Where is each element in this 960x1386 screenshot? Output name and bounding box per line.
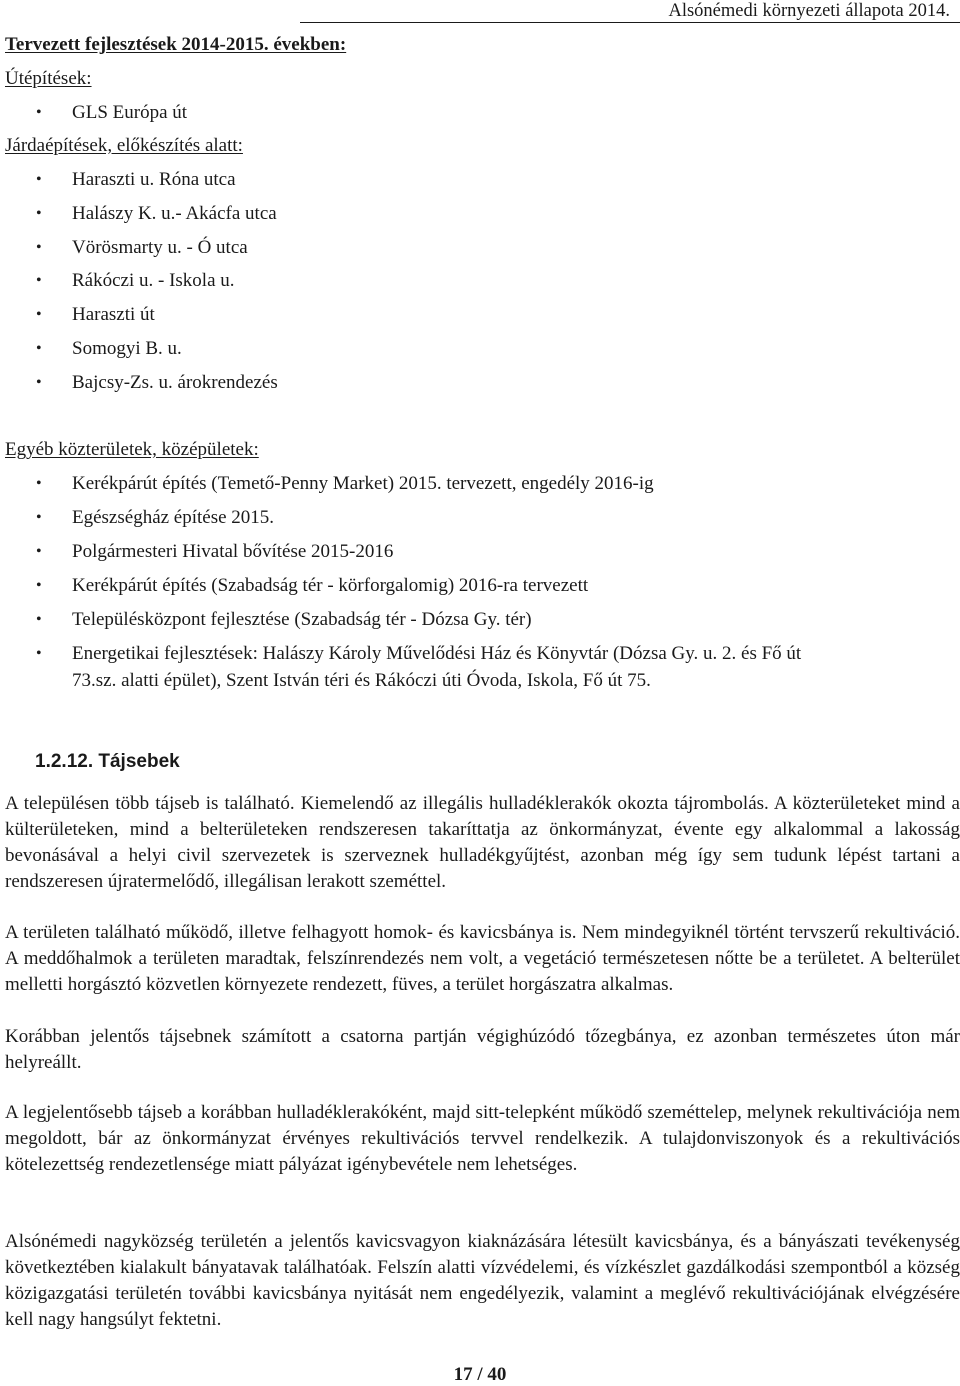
list-item: Kerékpárút építés (Szabadság tér - körforgalomig) 2016-ra tervezett (72, 575, 589, 596)
bullet-icon: • (36, 509, 42, 526)
paragraph: Korábban jelentős tájsebnek számított a csatorna partján végighúzódó tőzegbánya, ez azonban természetes úton már helyreállt. (5, 1026, 960, 1073)
list-item: Haraszti út (72, 304, 155, 325)
bullet-icon: • (36, 543, 42, 560)
list-item-continuation: 73.sz. alatti épület), Szent István téri és Rákóczi úti Óvoda, Iskola, Fő út 75. (72, 670, 651, 691)
bullet-icon: • (36, 272, 42, 289)
bullet-icon: • (36, 306, 42, 323)
list-item: Polgármesteri Hivatal bővítése 2015-2016 (72, 541, 394, 562)
list-item: Somogyi B. u. (72, 338, 182, 359)
page-number: 17 / 40 (453, 1364, 507, 1385)
list-item: Bajcsy-Zs. u. árokrendezés (72, 372, 278, 393)
list-item: Kerékpárút építés (Temető-Penny Market) 2015. tervezett, engedély 2016-ig (72, 473, 654, 494)
header-rule (300, 22, 960, 23)
roads-label: Útépítések: (5, 68, 92, 89)
bullet-icon: • (36, 374, 42, 391)
public-label: Egyéb közterületek, középületek: (5, 439, 259, 460)
planned-heading: Tervezett fejlesztések 2014-2015. években: (5, 34, 347, 55)
bullet-icon: • (36, 205, 42, 222)
bullet-icon: • (36, 645, 42, 662)
list-item: Energetikai fejlesztések: Halászy Károly Művelődési Ház és Könyvtár (Dózsa Gy. u. 2. és Fő út (72, 643, 802, 664)
paragraph: Alsónémedi nagyközség területén a jelentős kavicsvagyon kiaknázására létesült kavicsbánya, és a bányászati tevékenység következtében kialakult bányatavak találhatóak. Felszín alatti vízvédelemi, és vízkészlet gazdálkodási szempontból a község közigazgatási területén további kavicsbánya nyitását nem engedélyezik, valamint a meglévő rekultivációjának elvégzésére kell nagy hangsúlyt fektetni. (5, 1231, 960, 1330)
sidewalks-label: Járdaépítések, előkészítés alatt: (5, 135, 243, 156)
bullet-icon: • (36, 475, 42, 492)
list-item: Rákóczi u. - Iskola u. (72, 270, 235, 291)
header-title: Alsónémedi környezeti állapota 2014. (668, 1, 950, 21)
bullet-icon: • (36, 239, 42, 256)
list-item: Haraszti u. Róna utca (72, 169, 236, 190)
bullet-icon: • (36, 171, 42, 188)
bullet-icon: • (36, 577, 42, 594)
bullet-icon: • (36, 611, 42, 628)
list-item: Vörösmarty u. - Ó utca (72, 237, 248, 258)
list-item: GLS Európa út (72, 102, 188, 123)
page-header (0, 0, 960, 24)
bullet-icon: • (36, 104, 42, 121)
bullet-icon: • (36, 340, 42, 357)
list-item: Egészségház építése 2015. (72, 507, 275, 528)
paragraph: A legjelentősebb tájseb a korábban hulladéklerakóként, majd sitt-telepként működő szeméttelep, melynek rekultivációja nem megoldott, bár az önkormányzat érvényes rekultivációs tervvel rendelkezik. A tulajdonviszonyok és a rekultivációs kötelezettség rendezetlensége miatt pályázat igénybevétele nem lehetséges. (5, 1102, 960, 1175)
paragraph: A területen található működő, illetve felhagyott homok- és kavicsbánya is. Nem mindegyiknél történt tervszerű rekultiváció. A meddőhalmok a területen maradtak, felszínrendezés nem volt, a vegetáció természetesen nőtte be a területet. A belterület melletti horgásztó közvetlen környezete rendezett, füves, a terület horgászatra alkalmas. (5, 922, 960, 995)
list-item: Halászy K. u.- Akácfa utca (72, 203, 277, 224)
section-title: 1.2.12. Tájsebek (35, 751, 180, 772)
list-item: Településközpont fejlesztése (Szabadság tér - Dózsa Gy. tér) (72, 609, 532, 630)
paragraph: A településen több tájseb is található. Kiemelendő az illegális hulladéklerakók okozta tájrombolás. A közterületeket mind a külterületeken, mind a belterületeken rendszeresen takaríttatja az önkormányzat, évente egy alkalommal a lakosság bevonásával a helyi civil szervezetek is szerveznek hulladékgyűjtést, azonban még így sem tudunk lépést tartani a rendszeresen újratermelődő, illegálisan lerakott szeméttel. (5, 793, 960, 892)
